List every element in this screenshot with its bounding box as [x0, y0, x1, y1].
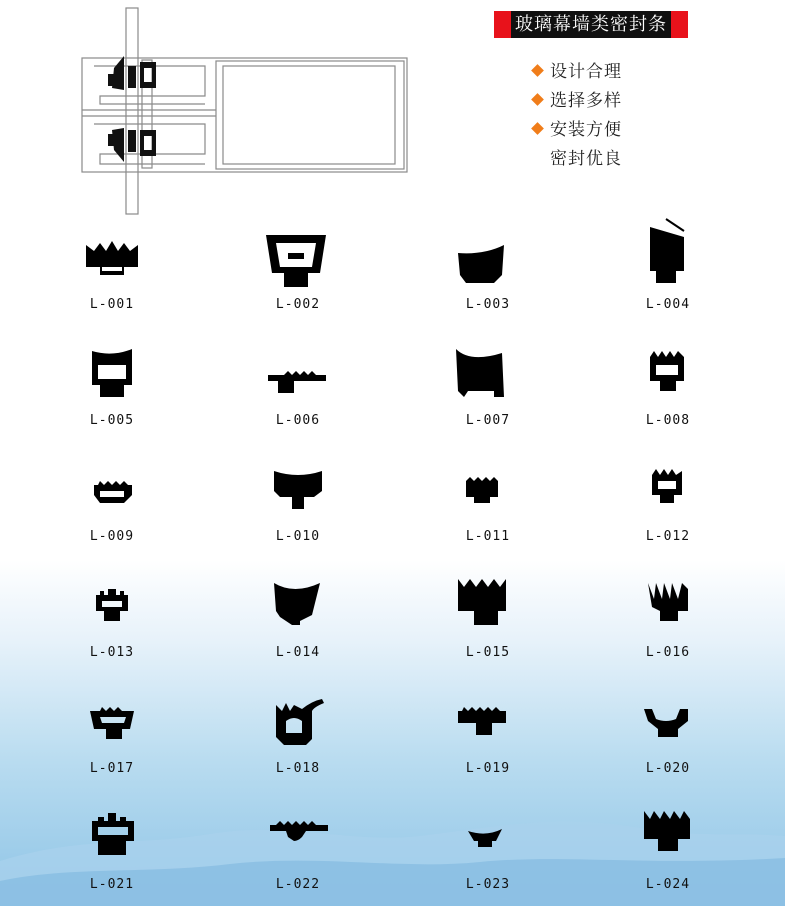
profile-item: [418, 563, 558, 663]
profile-item: [598, 447, 738, 547]
profile-code: L-020: [645, 761, 691, 776]
profile-item: [598, 563, 738, 663]
seal-profile-icon: [598, 331, 738, 409]
profile-code: L-008: [645, 413, 691, 428]
profile-item: [418, 331, 558, 431]
profile-item: [228, 331, 368, 431]
profile-item: [418, 215, 558, 315]
seal-profile-icon: [418, 447, 558, 525]
seal-profile-icon: [598, 447, 738, 525]
seal-profile-icon: [42, 795, 182, 873]
seal-profile-icon: [228, 215, 368, 293]
page-title: [494, 11, 688, 38]
profile-code: L-017: [89, 761, 135, 776]
feature-item: 设计合理: [533, 58, 622, 87]
profile-item: [228, 447, 368, 547]
feature-list: [533, 58, 622, 174]
seal-profile-icon: [598, 563, 738, 641]
seal-profile-icon: [418, 679, 558, 757]
seal-profile-icon: [418, 795, 558, 873]
profile-code: L-023: [465, 877, 511, 892]
profile-code: L-009: [89, 529, 135, 544]
page-title-text: 玻璃幕墙类密封条: [511, 11, 671, 38]
profile-code: L-015: [465, 645, 511, 660]
orange-diamond-icon: [531, 122, 544, 135]
profile-item: [42, 215, 182, 315]
seal-profile-icon: [228, 679, 368, 757]
profile-code: L-011: [465, 529, 511, 544]
seal-profile-icon: [228, 331, 368, 409]
feature-item: 安装方便: [533, 116, 622, 145]
profile-item: [42, 447, 182, 547]
profile-code: L-003: [465, 297, 511, 312]
seal-profile-icon: [598, 215, 738, 293]
profile-code: L-001: [89, 297, 135, 312]
seal-profile-icon: [228, 447, 368, 525]
seal-profile-icon: [418, 215, 558, 293]
profile-item: [418, 447, 558, 547]
seal-profile-icon: [228, 563, 368, 641]
profile-item: [42, 795, 182, 895]
profile-code: L-014: [275, 645, 321, 660]
profile-item: [598, 215, 738, 315]
seal-profile-icon: [42, 679, 182, 757]
profile-code: L-022: [275, 877, 321, 892]
profile-code: L-006: [275, 413, 321, 428]
profile-code: L-024: [645, 877, 691, 892]
profile-item: [418, 679, 558, 779]
seal-profile-icon: [42, 331, 182, 409]
profile-item: [228, 795, 368, 895]
seal-profile-icon: [42, 447, 182, 525]
profile-item: [598, 331, 738, 431]
profile-item: [418, 795, 558, 895]
orange-diamond-icon: [531, 93, 544, 106]
seal-profile-icon: [418, 331, 558, 409]
profile-code: L-013: [89, 645, 135, 660]
profile-code: L-019: [465, 761, 511, 776]
profile-grid: [0, 205, 785, 895]
feature-item: 密封优良: [550, 149, 622, 169]
seal-profile-icon: [598, 795, 738, 873]
profile-code: L-016: [645, 645, 691, 660]
profile-code: L-005: [89, 413, 135, 428]
profile-code: L-012: [645, 529, 691, 544]
profile-code: L-004: [645, 297, 691, 312]
profile-item: [42, 331, 182, 431]
profile-item: [228, 215, 368, 315]
profile-item: [598, 679, 738, 779]
profile-item: [598, 795, 738, 895]
seal-profile-icon: [42, 563, 182, 641]
seal-profile-icon: [418, 563, 558, 641]
profile-code: L-018: [275, 761, 321, 776]
profile-item: [42, 563, 182, 663]
profile-code: L-002: [275, 297, 321, 312]
feature-item: 选择多样: [533, 87, 622, 116]
curtain-wall-section-diagram: [80, 4, 412, 216]
profile-code: L-021: [89, 877, 135, 892]
profile-item: [228, 679, 368, 779]
profile-item: [42, 679, 182, 779]
seal-profile-icon: [42, 215, 182, 293]
profile-code: L-010: [275, 529, 321, 544]
orange-diamond-icon: [531, 64, 544, 77]
profile-code: L-007: [465, 413, 511, 428]
profile-item: [228, 563, 368, 663]
seal-profile-icon: [228, 795, 368, 873]
seal-profile-icon: [598, 679, 738, 757]
